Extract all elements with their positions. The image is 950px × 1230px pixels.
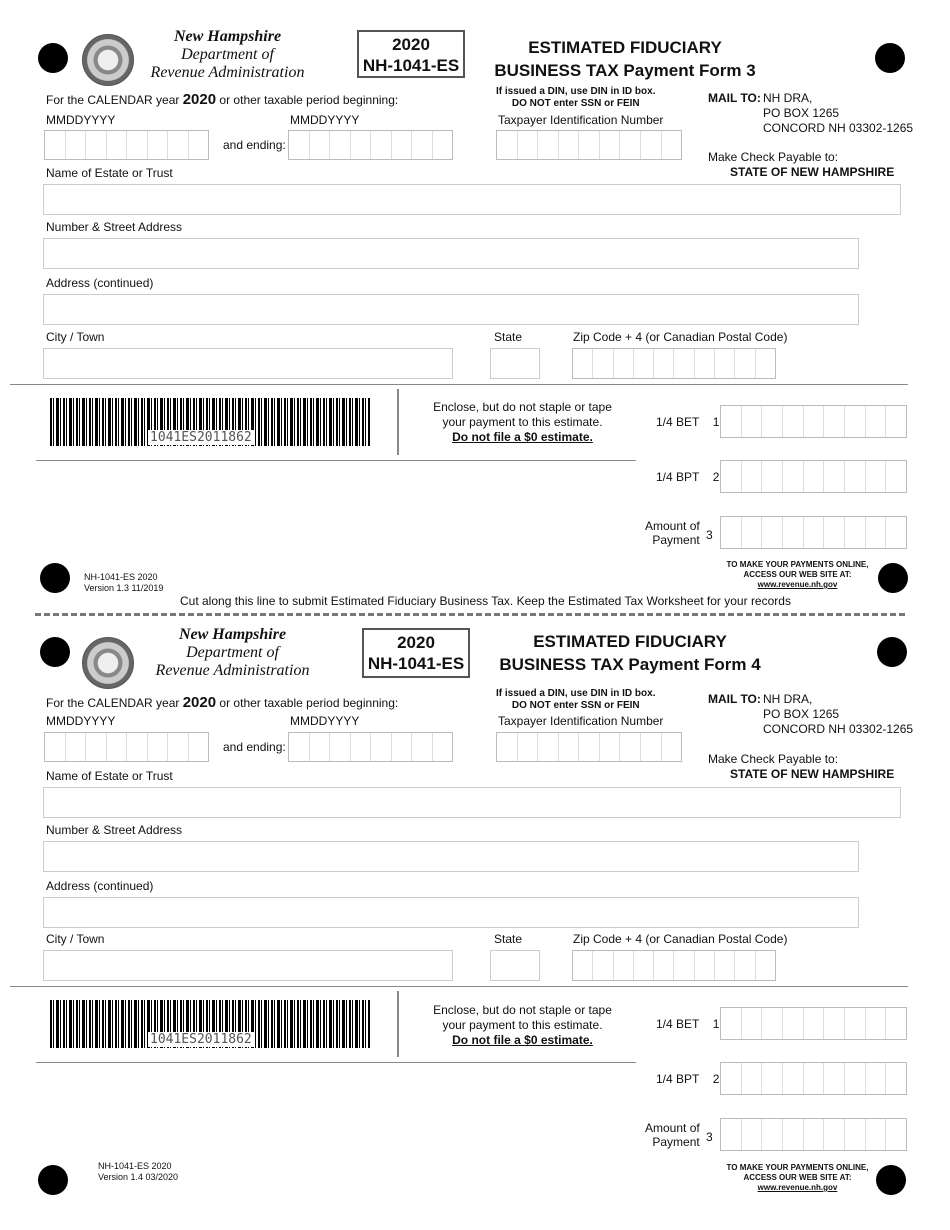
begin-date-input[interactable] — [44, 732, 209, 762]
line-3-label: Amount of Payment — [645, 519, 700, 547]
registration-mark — [876, 1165, 906, 1195]
mail-address: NH DRA, PO BOX 1265 CONCORD NH 03302-1265 — [763, 91, 914, 135]
bpt-amount-input[interactable] — [720, 1062, 907, 1095]
payment-amount-input[interactable] — [720, 1118, 907, 1151]
street-label: Number & Street Address — [46, 823, 183, 837]
street-input[interactable] — [43, 841, 859, 872]
form-year-box: 2020 NH-1041-ES — [362, 628, 470, 678]
payable-label: Make Check Payable to: — [708, 150, 839, 164]
online-payment-note: TO MAKE YOUR PAYMENTS ONLINE, ACCESS OUR WEB SITE AT: www.revenue.nh.gov — [726, 560, 869, 589]
payment-form-4 — [0, 602, 950, 1202]
tin-input[interactable] — [496, 130, 682, 160]
line-2-label: 1/4 BPT 2 — [656, 1072, 720, 1086]
registration-mark — [40, 637, 70, 667]
barcode-number: 1041ES2011862 — [150, 1032, 252, 1047]
registration-mark — [38, 43, 68, 73]
registration-mark — [40, 563, 70, 593]
bpt-amount-input[interactable] — [720, 460, 907, 493]
payee-name: STATE OF NEW HAMPSHIRE — [730, 165, 895, 179]
barcode-number: 1041ES2011862 — [150, 430, 252, 445]
end-date-format: MMDDYYYY — [290, 113, 360, 127]
website-link[interactable]: www.revenue.nh.gov — [757, 1183, 838, 1192]
tin-input[interactable] — [496, 732, 682, 762]
enclose-note: Enclose, but do not staple or tape your payment to this estimate. Do not file a $0 estimate. — [433, 1003, 612, 1047]
state-label: State — [494, 330, 523, 344]
name-input[interactable] — [43, 787, 901, 818]
payment-form-3 — [0, 0, 950, 600]
tin-instruction: If issued a DIN, use DIN in ID box. DO NOT enter SSN or FEIN — [496, 86, 656, 109]
street-input[interactable] — [43, 238, 859, 269]
zip-input[interactable] — [572, 348, 776, 379]
cut-line-instruction: Cut along this line to submit Estimated Fiduciary Business Tax. Keep the Estimated Tax Worksheet for your records — [180, 594, 791, 608]
address2-label: Address (continued) — [46, 276, 154, 290]
name-label: Name of Estate or Trust — [46, 166, 173, 180]
registration-mark — [38, 1165, 68, 1195]
section-divider — [10, 384, 908, 385]
agency-name: New Hampshire Department of Revenue Administration — [150, 28, 305, 81]
agency-name: New Hampshire Department of Revenue Administration — [155, 626, 310, 679]
state-input[interactable] — [490, 950, 540, 981]
bet-amount-input[interactable] — [720, 405, 907, 438]
form-title: ESTIMATED FIDUCIARY BUSINESS TAX Payment Form 3 — [494, 38, 756, 80]
tin-label: Taxpayer Identification Number — [498, 113, 664, 127]
address2-input[interactable] — [43, 897, 859, 928]
begin-date-format: MMDDYYYY — [46, 113, 116, 127]
and-ending-label: and ending: — [223, 138, 286, 152]
registration-mark — [878, 563, 908, 593]
name-label: Name of Estate or Trust — [46, 769, 173, 783]
line-1-label: 1/4 BET 1 — [656, 1017, 720, 1031]
nh-seal-icon — [82, 637, 134, 689]
payable-label: Make Check Payable to: — [708, 752, 839, 766]
period-label: For the CALENDAR year 2020 or other taxable period beginning: — [46, 694, 399, 711]
vertical-divider — [397, 991, 399, 1057]
begin-date-format: MMDDYYYY — [46, 714, 116, 728]
line-3-number: 3 — [706, 1130, 713, 1144]
and-ending-label: and ending: — [223, 740, 286, 754]
barcode-underline — [36, 1062, 636, 1063]
city-label: City / Town — [46, 330, 105, 344]
tin-label: Taxpayer Identification Number — [498, 714, 664, 728]
address2-input[interactable] — [43, 294, 859, 325]
end-date-input[interactable] — [288, 130, 453, 160]
city-label: City / Town — [46, 932, 105, 946]
payee-name: STATE OF NEW HAMPSHIRE — [730, 767, 895, 781]
zip-label: Zip Code + 4 (or Canadian Postal Code) — [573, 330, 788, 344]
period-label: For the CALENDAR year 2020 or other taxable period beginning: — [46, 91, 399, 108]
website-link[interactable]: www.revenue.nh.gov — [757, 580, 838, 589]
form-version: NH-1041-ES 2020 Version 1.4 03/2020 — [98, 1161, 179, 1182]
online-payment-note: TO MAKE YOUR PAYMENTS ONLINE, ACCESS OUR WEB SITE AT: www.revenue.nh.gov — [726, 1163, 869, 1192]
registration-mark — [875, 43, 905, 73]
bet-amount-input[interactable] — [720, 1007, 907, 1040]
end-date-format: MMDDYYYY — [290, 714, 360, 728]
form-title: ESTIMATED FIDUCIARY BUSINESS TAX Payment Form 4 — [499, 632, 761, 674]
nh-seal-icon — [82, 34, 134, 86]
registration-mark — [877, 637, 907, 667]
city-input[interactable] — [43, 950, 453, 981]
section-divider — [10, 986, 908, 987]
state-input[interactable] — [490, 348, 540, 379]
zip-input[interactable] — [572, 950, 776, 981]
enclose-note: Enclose, but do not staple or tape your payment to this estimate. Do not file a $0 estimate. — [433, 400, 612, 444]
form-version: NH-1041-ES 2020 Version 1.3 11/2019 — [84, 572, 164, 593]
vertical-divider — [397, 389, 399, 455]
line-3-label: Amount of Payment — [645, 1121, 700, 1149]
city-input[interactable] — [43, 348, 453, 379]
mail-address: NH DRA, PO BOX 1265 CONCORD NH 03302-1265 — [763, 692, 914, 736]
end-date-input[interactable] — [288, 732, 453, 762]
state-label: State — [494, 932, 523, 946]
form-year-box: 2020 NH-1041-ES — [357, 30, 465, 78]
zip-label: Zip Code + 4 (or Canadian Postal Code) — [573, 932, 788, 946]
name-input[interactable] — [43, 184, 901, 215]
line-1-label: 1/4 BET 1 — [656, 415, 720, 429]
line-3-number: 3 — [706, 528, 713, 542]
tin-instruction: If issued a DIN, use DIN in ID box. DO NOT enter SSN or FEIN — [496, 688, 656, 711]
begin-date-input[interactable] — [44, 130, 209, 160]
line-2-label: 1/4 BPT 2 — [656, 470, 720, 484]
address2-label: Address (continued) — [46, 879, 154, 893]
barcode-underline — [36, 460, 636, 461]
payment-amount-input[interactable] — [720, 516, 907, 549]
mail-to-label: MAIL TO: — [708, 91, 761, 105]
street-label: Number & Street Address — [46, 220, 183, 234]
mail-to-label: MAIL TO: — [708, 692, 761, 706]
